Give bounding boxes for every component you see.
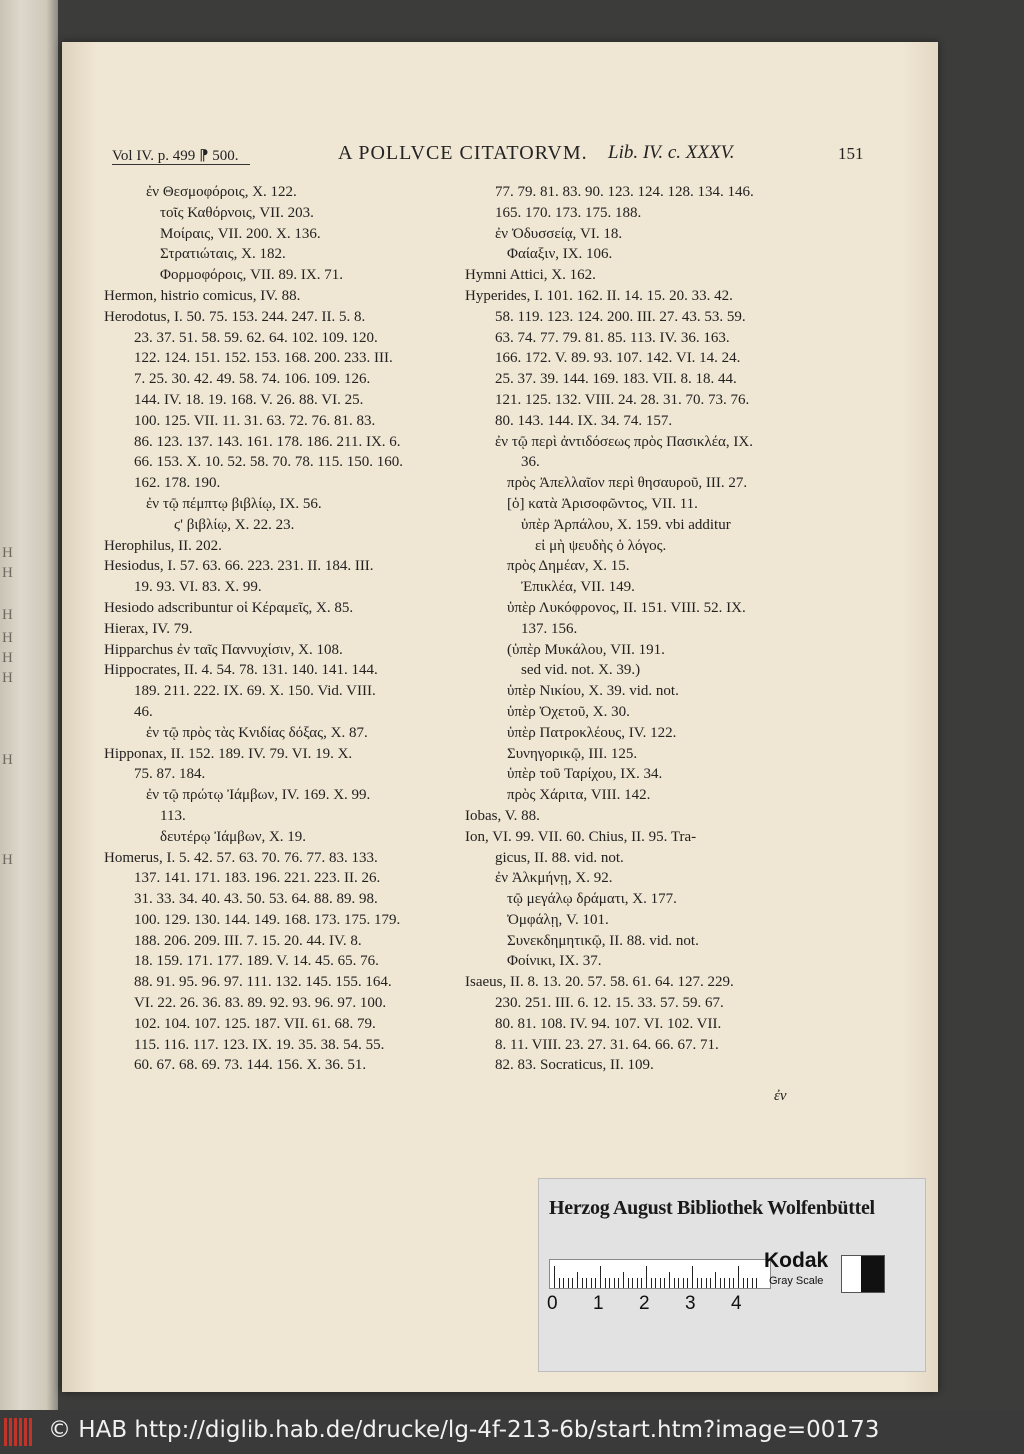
index-column-right xyxy=(465,182,845,1076)
ruler-tick xyxy=(618,1278,619,1288)
edge-letter: H xyxy=(2,607,13,623)
index-entry-line: VI. 22. 26. 36. 83. 89. 92. 93. 96. 97. 100. xyxy=(134,995,387,1012)
ruler-tick xyxy=(632,1278,633,1288)
index-entry-line: sed vid. not. X. 39.) xyxy=(521,662,641,679)
ruler-tick xyxy=(678,1278,679,1288)
ruler-tick xyxy=(687,1278,688,1288)
index-entry-line: Hierax, IV. 79. xyxy=(104,620,193,637)
ruler-tick xyxy=(582,1278,583,1288)
running-title: A POLLVCE CITATORVM. xyxy=(338,142,588,164)
index-entry-line: Hermon, histrio comicus, IV. 88. xyxy=(104,287,301,304)
edge-letter: H xyxy=(2,752,13,768)
index-entry-line: 46. xyxy=(134,703,153,720)
index-entry-line: δευτέρῳ Ἰάμβων, X. 19. xyxy=(160,828,307,845)
index-entry-line: Hippocrates, II. 4. 54. 78. 131. 140. 141. 144. xyxy=(104,662,378,679)
index-entry-line: ὑπὲρ τοῦ Ταρίχου, IX. 34. xyxy=(507,766,663,783)
index-entry-line: πρὸς Ἀπελλαῖον περὶ θησαυροῦ, III. 27. xyxy=(507,475,748,492)
index-entry-line: ὑπὲρ Ἀρπάλου, X. 159. vbi additur xyxy=(521,516,731,533)
index-entry-line: πρὸς Δημέαν, X. 15. xyxy=(507,558,630,575)
index-entry-line: 80. 143. 144. IX. 34. 74. 157. xyxy=(495,412,673,429)
ruler-tick xyxy=(563,1278,564,1288)
index-entry-line: Ion, VI. 99. VII. 60. Chius, II. 95. Tra- xyxy=(465,828,697,845)
index-entry-line: Hipponax, II. 152. 189. IV. 79. VI. 19. X. xyxy=(104,745,353,762)
index-entry-line: 80. 81. 108. IV. 94. 107. VI. 102. VII. xyxy=(495,1015,722,1032)
index-entry-line: ἐν τῷ περὶ ἀντιδόσεως πρὸς Πασικλέα, IX. xyxy=(495,433,753,450)
index-entry-line: [ὁ] κατὰ Ἀρισοφῶντος, VII. 11. xyxy=(507,495,698,512)
index-entry-line: 82. 83. Socraticus, II. 109. xyxy=(495,1057,654,1074)
ruler-tick xyxy=(572,1278,573,1288)
ruler-tick xyxy=(752,1278,753,1288)
volume-underline xyxy=(112,164,250,165)
index-entry-line: Στρατιώταις, X. 182. xyxy=(160,246,286,263)
index-entry-line: 7. 25. 30. 42. 49. 58. 74. 106. 109. 126. xyxy=(134,371,371,388)
ruler-tick xyxy=(743,1278,744,1288)
index-entry-line: 23. 37. 51. 58. 59. 62. 64. 102. 109. 120. xyxy=(134,329,378,346)
index-entry-line: 77. 79. 81. 83. 90. 123. 124. 128. 134. 146. xyxy=(495,184,754,200)
ruler-tick xyxy=(683,1278,684,1288)
book-chapter: Lib. IV. c. XXXV. xyxy=(608,142,735,163)
hab-logo-icon xyxy=(4,1418,40,1446)
ruler-tick xyxy=(577,1272,578,1288)
ruler-tick xyxy=(623,1272,624,1288)
ruler-tick xyxy=(701,1278,702,1288)
index-entry-line: πρὸς Χάριτα, VIII. 142. xyxy=(507,787,651,804)
index-entry-line: ἐν τῷ πρὸς τὰς Κνιδίας δόξας, X. 87. xyxy=(146,724,368,741)
ruler-tick xyxy=(724,1278,725,1288)
index-entry-line: 60. 67. 68. 69. 73. 144. 156. X. 36. 51. xyxy=(134,1057,367,1074)
footer-bar xyxy=(0,1410,1024,1454)
ruler-tick xyxy=(674,1278,675,1288)
edge-letter: H xyxy=(2,650,13,666)
edge-letter: H xyxy=(2,670,13,686)
gray-patch xyxy=(841,1255,885,1293)
index-entry-line: 18. 159. 171. 177. 189. V. 14. 45. 65. 76. xyxy=(134,953,379,970)
edge-letter: H xyxy=(2,565,13,581)
library-name: Herzog August Bibliothek Wolfenbüttel xyxy=(549,1197,875,1219)
ruler-tick xyxy=(738,1266,739,1288)
index-entry-line: ὑπὲρ Νικίου, X. 39. vid. not. xyxy=(507,683,679,700)
index-entry-line: Συνηγορικῷ, III. 125. xyxy=(507,745,638,762)
index-entry-line: ἐν Θεσμοφόροις, X. 122. xyxy=(146,184,297,200)
index-entry-line: ἐν τῷ πέμπτῳ βιβλίῳ, IX. 56. xyxy=(146,495,322,512)
ruler-scale xyxy=(549,1253,781,1325)
index-entry-line: Homerus, I. 5. 42. 57. 63. 70. 76. 77. 83. 133. xyxy=(104,849,378,866)
index-entry-line: 137. 141. 171. 183. 196. 221. 223. II. 26. xyxy=(134,870,381,887)
index-entry-line: ὑπὲρ Λυκόφρονος, II. 151. VIII. 52. IX. xyxy=(507,599,746,616)
ruler-tick xyxy=(692,1266,693,1288)
ruler-bar xyxy=(549,1259,771,1289)
index-entry-line: 230. 251. III. 6. 12. 15. 33. 57. 59. 67. xyxy=(495,995,724,1012)
scale-number: 0 xyxy=(547,1293,558,1314)
index-entry-line: 113. xyxy=(160,807,186,824)
scale-number: 4 xyxy=(731,1293,742,1314)
ruler-tick xyxy=(756,1278,757,1288)
ruler-tick xyxy=(651,1278,652,1288)
ruler-tick xyxy=(706,1278,707,1288)
ruler-tick xyxy=(586,1278,587,1288)
index-entry-line: 63. 74. 77. 79. 81. 85. 113. IV. 36. 163. xyxy=(495,329,730,346)
index-entry-line: 75. 87. 184. xyxy=(134,766,206,783)
index-entry-line: Herophilus, II. 202. xyxy=(104,537,222,554)
index-entry-line: 19. 93. VI. 83. X. 99. xyxy=(134,579,262,596)
copyright-url[interactable]: © HAB http://diglib.hab.de/drucke/lg-4f-213-6b/start.htm?image=00173 xyxy=(48,1417,880,1443)
ruler-tick xyxy=(559,1278,560,1288)
ruler-tick xyxy=(660,1278,661,1288)
index-entry-line: 66. 153. X. 10. 52. 58. 70. 78. 115. 150. 160. xyxy=(134,454,404,471)
index-entry-line: 58. 119. 123. 124. 200. III. 27. 43. 53. 59. xyxy=(495,308,746,325)
index-entry-line: 100. 125. VII. 11. 31. 63. 72. 76. 81. 83. xyxy=(134,412,376,429)
index-entry-line: ἐν Ὀδυσσείᾳ, VI. 18. xyxy=(495,225,623,242)
ruler-tick xyxy=(697,1278,698,1288)
ruler-tick xyxy=(720,1278,721,1288)
scale-number: 2 xyxy=(639,1293,650,1314)
index-entry-line: 31. 33. 34. 40. 43. 50. 53. 64. 88. 89. 98. xyxy=(134,891,378,908)
ruler-tick xyxy=(605,1278,606,1288)
index-entry-line: Iobas, V. 88. xyxy=(465,807,540,824)
ruler-tick xyxy=(733,1278,734,1288)
index-entry-line: Φορμοφόροις, VII. 89. IX. 71. xyxy=(160,267,344,284)
index-entry-line: (ὑπὲρ Μυκάλου, VII. 191. xyxy=(507,641,665,658)
scale-number: 1 xyxy=(593,1293,604,1314)
index-entry-line: Μοίραις, VII. 200. X. 136. xyxy=(160,225,321,242)
ruler-tick xyxy=(600,1266,601,1288)
ruler-tick xyxy=(747,1278,748,1288)
catchword: ἐν xyxy=(774,1088,787,1104)
ruler-tick xyxy=(628,1278,629,1288)
index-entry-line: ἐν τῷ πρώτῳ Ἰάμβων, IV. 169. X. 99. xyxy=(146,787,371,804)
index-entry-line: ὑπὲρ Πατροκλέους, IV. 122. xyxy=(507,724,677,741)
index-entry-line: 100. 129. 130. 144. 149. 168. 173. 175. 179. xyxy=(134,911,401,928)
gray-scale-label: Gray Scale xyxy=(769,1275,824,1287)
ruler-tick xyxy=(609,1278,610,1288)
index-entry-line: 115. 116. 117. 123. IX. 19. 35. 38. 54. 55. xyxy=(134,1036,385,1053)
index-entry-line: ὑπὲρ Ὀχετοῦ, X. 30. xyxy=(507,703,630,720)
ruler-tick xyxy=(614,1278,615,1288)
index-entry-line: 121. 125. 132. VIII. 24. 28. 31. 70. 73. 76. xyxy=(495,391,750,408)
index-entry-line: 88. 91. 95. 96. 97. 111. 132. 145. 155. 164. xyxy=(134,974,392,991)
index-entry-line: 8. 11. VIII. 23. 27. 31. 64. 66. 67. 71. xyxy=(495,1036,719,1053)
volume-reference: Vol IV. p. 499 ⁋ 500. xyxy=(112,148,239,164)
library-color-scale-card xyxy=(538,1178,926,1372)
index-entry-line: 122. 124. 151. 152. 153. 168. 200. 233. III. xyxy=(134,350,393,367)
index-entry-line: Συνεκδημητικῷ, II. 88. vid. not. xyxy=(507,932,699,949)
index-entry-line: Ὀμφάλῃ, V. 101. xyxy=(507,911,609,928)
edge-letter: H xyxy=(2,630,13,646)
index-entry-line: Φαίαξιν, IX. 106. xyxy=(507,246,613,263)
index-entry-line: gicus, II. 88. vid. not. xyxy=(495,849,624,866)
index-entry-line: Herodotus, I. 50. 75. 153. 244. 247. II. 5. 8. xyxy=(104,308,366,325)
index-entry-line: 165. 170. 173. 175. 188. xyxy=(495,204,642,221)
index-entry-line: εἰ μὴ ψευδὴς ὁ λόγος. xyxy=(535,537,667,554)
index-entry-line: 162. 178. 190. xyxy=(134,475,221,492)
ruler-tick xyxy=(595,1278,596,1288)
index-entry-line: 137. 156. xyxy=(521,620,578,637)
adjacent-page-edge xyxy=(0,0,58,1410)
index-entry-line: τοῖς Καθόρνοις, VII. 203. xyxy=(160,204,314,221)
index-entry-line: Hyperides, I. 101. 162. II. 14. 15. 20. 33. 42. xyxy=(465,287,733,304)
index-entry-line: 166. 172. V. 89. 93. 107. 142. VI. 14. 24. xyxy=(495,350,741,367)
ruler-tick xyxy=(655,1278,656,1288)
index-entry-line: 189. 211. 222. IX. 69. X. 150. Vid. VIII. xyxy=(134,683,376,700)
index-entry-line: 25. 37. 39. 144. 169. 183. VII. 8. 18. 44. xyxy=(495,371,737,388)
index-entry-line: Φοίνικι, IX. 37. xyxy=(507,953,602,970)
ruler-tick xyxy=(591,1278,592,1288)
ruler-tick xyxy=(641,1278,642,1288)
index-entry-line: 144. IV. 18. 19. 168. V. 26. 88. VI. 25. xyxy=(134,391,364,408)
edge-letter: H xyxy=(2,852,13,868)
ruler-tick xyxy=(669,1272,670,1288)
index-entry-line: Isaeus, II. 8. 13. 20. 57. 58. 61. 64. 127. 229. xyxy=(465,974,734,991)
index-entry-line: 188. 206. 209. III. 7. 15. 20. 44. IV. 8. xyxy=(134,932,362,949)
index-entry-line: ϛ' βιβλίῳ, X. 22. 23. xyxy=(174,516,295,533)
ruler-tick xyxy=(715,1272,716,1288)
index-entry-line: τῷ μεγάλῳ δράματι, X. 177. xyxy=(507,891,677,908)
ruler-tick xyxy=(729,1278,730,1288)
index-entry-line: Hipparchus ἐν ταῖς Παννυχίσιν, X. 108. xyxy=(104,641,343,658)
scale-number: 3 xyxy=(685,1293,696,1314)
ruler-tick xyxy=(554,1266,555,1288)
ruler-tick xyxy=(637,1278,638,1288)
index-entry-line: 36. xyxy=(521,454,540,471)
index-column-left xyxy=(104,182,464,1076)
index-entry-line: Hymni Attici, X. 162. xyxy=(465,267,596,284)
index-entry-line: Hesiodus, I. 57. 63. 66. 223. 231. II. 184. III. xyxy=(104,558,374,575)
index-entry-line: ἐν Ἀλκμήνῃ, X. 92. xyxy=(495,870,613,887)
ruler-tick xyxy=(710,1278,711,1288)
index-entry-line: 86. 123. 137. 143. 161. 178. 186. 211. IX. 6. xyxy=(134,433,401,450)
page-number: 151 xyxy=(838,144,864,163)
index-entry-line: Ἐπικλέα, VII. 149. xyxy=(521,579,635,596)
ruler-tick xyxy=(664,1278,665,1288)
running-head xyxy=(112,142,882,170)
edge-letter: H xyxy=(2,545,13,561)
kodak-logo: Kodak xyxy=(764,1249,829,1272)
index-entry-line: Hesiodo adscribuntur οἱ Κέραμεῖς, X. 85. xyxy=(104,599,354,616)
index-entry-line: 102. 104. 107. 125. 187. VII. 61. 68. 79. xyxy=(134,1015,376,1032)
ruler-tick xyxy=(568,1278,569,1288)
ruler-tick xyxy=(646,1266,647,1288)
